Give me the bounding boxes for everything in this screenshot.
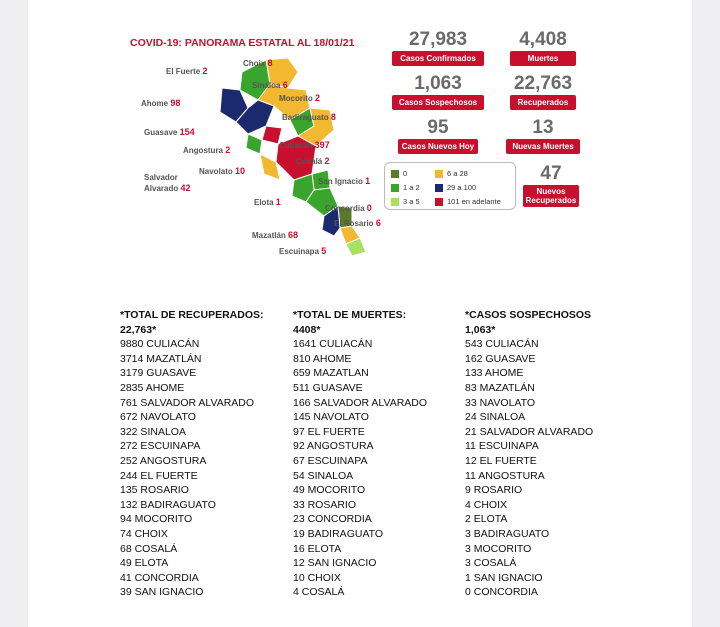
list-item: 3 MOCORITO (465, 542, 532, 555)
list-item: 9880 CULIACÁN (120, 338, 200, 351)
list-item: 132 BADIRAGUATO (120, 498, 216, 511)
list-item: 94 MOCORITO (120, 513, 193, 526)
list-item: 4 CHOIX (465, 498, 508, 511)
label-cosala: Cosalá 2 (296, 156, 330, 166)
label-mazatlan: Mazatlán 68 (252, 230, 299, 240)
list-item: 672 NAVOLATO (120, 411, 196, 424)
list-item: 761 SALVADOR ALVARADO (120, 396, 255, 409)
list-item: 83 MAZATLÁN (465, 381, 535, 394)
list-item: 133 AHOME (465, 367, 524, 380)
list-item: 97 EL FUERTE (293, 425, 365, 438)
list-item: 74 CHOIX (120, 527, 168, 540)
list-item: 3179 GUASAVE (120, 367, 197, 380)
legend-swatch (435, 198, 443, 206)
stat-casos-confirmados: 27,983 Casos Confirmados (389, 30, 487, 66)
label-escuinapa: Escuinapa 5 (279, 246, 327, 256)
label-guasave: Guasave 154 (144, 127, 195, 137)
list-item: 9 ROSARIO (465, 484, 523, 497)
list-item: 810 AHOME (293, 352, 352, 365)
list-item: 16 ELOTA (293, 542, 342, 555)
label-angostura: Angostura 2 (183, 145, 231, 155)
list-item: 511 GUASAVE (293, 381, 363, 394)
label-rosario: El Rosario 6 (334, 218, 381, 228)
infographic-title: COVID-19: PANORAMA ESTATAL AL 18/01/21 (130, 37, 355, 49)
legend-swatch (391, 170, 399, 178)
label-culiacan: Culiacán 397 (279, 140, 330, 150)
list-header: *TOTAL DE RECUPERADOS: (120, 309, 264, 321)
list-item: 0 CONCORDIA (465, 586, 538, 599)
list-item: 68 COSALÁ (120, 542, 178, 555)
list-item: 162 GUASAVE (465, 352, 536, 365)
list-item: 41 CONCORDIA (120, 571, 199, 584)
list-item: 2 ELOTA (465, 513, 508, 526)
list-item: 23 CONCORDIA (293, 513, 372, 526)
list-item: 4 COSALÁ (293, 586, 345, 599)
list-item: 543 CULIACÁN (465, 338, 539, 351)
list-item: 21 SALVADOR ALVARADO (465, 425, 594, 438)
label-san-ignacio: San Ignacio 1 (318, 176, 371, 186)
legend-item: 1 a 2 (391, 183, 420, 192)
list-item: 272 ESCUINAPA (120, 440, 201, 453)
list-item: 166 SALVADOR ALVARADO (293, 396, 428, 409)
list-item: 3 BADIRAGUATO (465, 527, 550, 540)
list-item: 145 NAVOLATO (293, 411, 369, 424)
list-item: 19 BADIRAGUATO (293, 527, 384, 540)
legend-item: 101 en adelante (435, 197, 501, 206)
list-item: 33 ROSARIO (293, 498, 357, 511)
list-item: 24 SINALOA (465, 411, 526, 424)
legend-swatch (435, 184, 443, 192)
label-mocorito: Mocorito 2 (279, 93, 321, 103)
list-item: 92 ANGOSTURA (293, 440, 374, 453)
legend-item: 6 a 28 (435, 169, 468, 178)
stat-recuperados: 22,763 Recuperados (494, 74, 592, 110)
list-item: 252 ANGOSTURA (120, 454, 207, 467)
label-el-fuerte: El Fuerte 2 (166, 66, 208, 76)
legend-swatch (391, 198, 399, 206)
list-header: *CASOS SOSPECHOSOS (465, 309, 592, 321)
label-choix: Choix 8 (243, 58, 273, 68)
stat-muertes: 4,408 Muertes (494, 30, 592, 66)
list-item: 322 SINALOA (120, 425, 186, 438)
list-item: 3714 MAZATLÁN (120, 352, 202, 365)
legend-item: 0 (391, 169, 407, 178)
list-sospechosos (465, 308, 593, 600)
list-item: 49 MOCORITO (293, 484, 366, 497)
list-item: 3 COSALÁ (465, 557, 517, 570)
list-item: 244 EL FUERTE (120, 469, 198, 482)
list-item: 10 CHOIX (293, 571, 341, 584)
list-item: 54 SINALOA (293, 469, 354, 482)
list-item: 67 ESCUINAPA (293, 454, 368, 467)
label-concordia: Concordia 0 (325, 203, 372, 213)
legend-swatch (391, 184, 399, 192)
list-item: 33 NAVOLATO (465, 396, 536, 409)
list-item: 39 SAN IGNACIO (120, 586, 204, 599)
list-item: 2835 AHOME (120, 381, 185, 394)
list-item: 1 SAN IGNACIO (465, 571, 543, 584)
stat-casos-sospechosos: 1,063 Casos Sospechosos (389, 74, 487, 110)
list-total: 4408* (293, 323, 321, 336)
list-item: 11 ANGOSTURA (465, 469, 545, 482)
list-item: 1641 CULIACÁN (293, 338, 373, 351)
label-elota: Elota 1 (254, 197, 281, 207)
map-legend (384, 162, 516, 210)
list-total: 1,063* (465, 323, 496, 336)
stat-nuevas-muertes: 13 Nuevas Muertes (494, 118, 592, 154)
document-page (28, 0, 692, 627)
label-badiraguato: Badiraguato 8 (282, 112, 336, 122)
list-total: 22,763* (120, 323, 157, 336)
list-item: 49 ELOTA (120, 557, 169, 570)
stat-casos-nuevos-hoy: 95 Casos Nuevos Hoy (389, 118, 487, 154)
stat-nuevos-recuperados: 47 Nuevos Recuperados (502, 164, 600, 207)
list-item: 135 ROSARIO (120, 484, 189, 497)
legend-swatch (435, 170, 443, 178)
label-ahome: Ahome 98 (141, 98, 181, 108)
list-recuperados (120, 308, 264, 600)
map-region-angostura (246, 134, 262, 154)
list-item: 12 EL FUERTE (465, 454, 537, 467)
list-item: 12 SAN IGNACIO (293, 557, 377, 570)
list-header: *TOTAL DE MUERTES: (293, 309, 407, 321)
legend-item: 3 a 5 (391, 197, 420, 206)
list-muertes (293, 308, 427, 600)
label-sinaloa: Sinaloa 6 (252, 80, 288, 90)
label-salvador-alvarado: Salvador Alvarado 42 (144, 173, 191, 193)
list-item: 659 MAZATLAN (293, 367, 369, 380)
label-navolato: Navolato 10 (199, 166, 246, 176)
list-item: 11 ESCUINAPA (465, 440, 539, 453)
legend-item: 29 a 100 (435, 183, 476, 192)
